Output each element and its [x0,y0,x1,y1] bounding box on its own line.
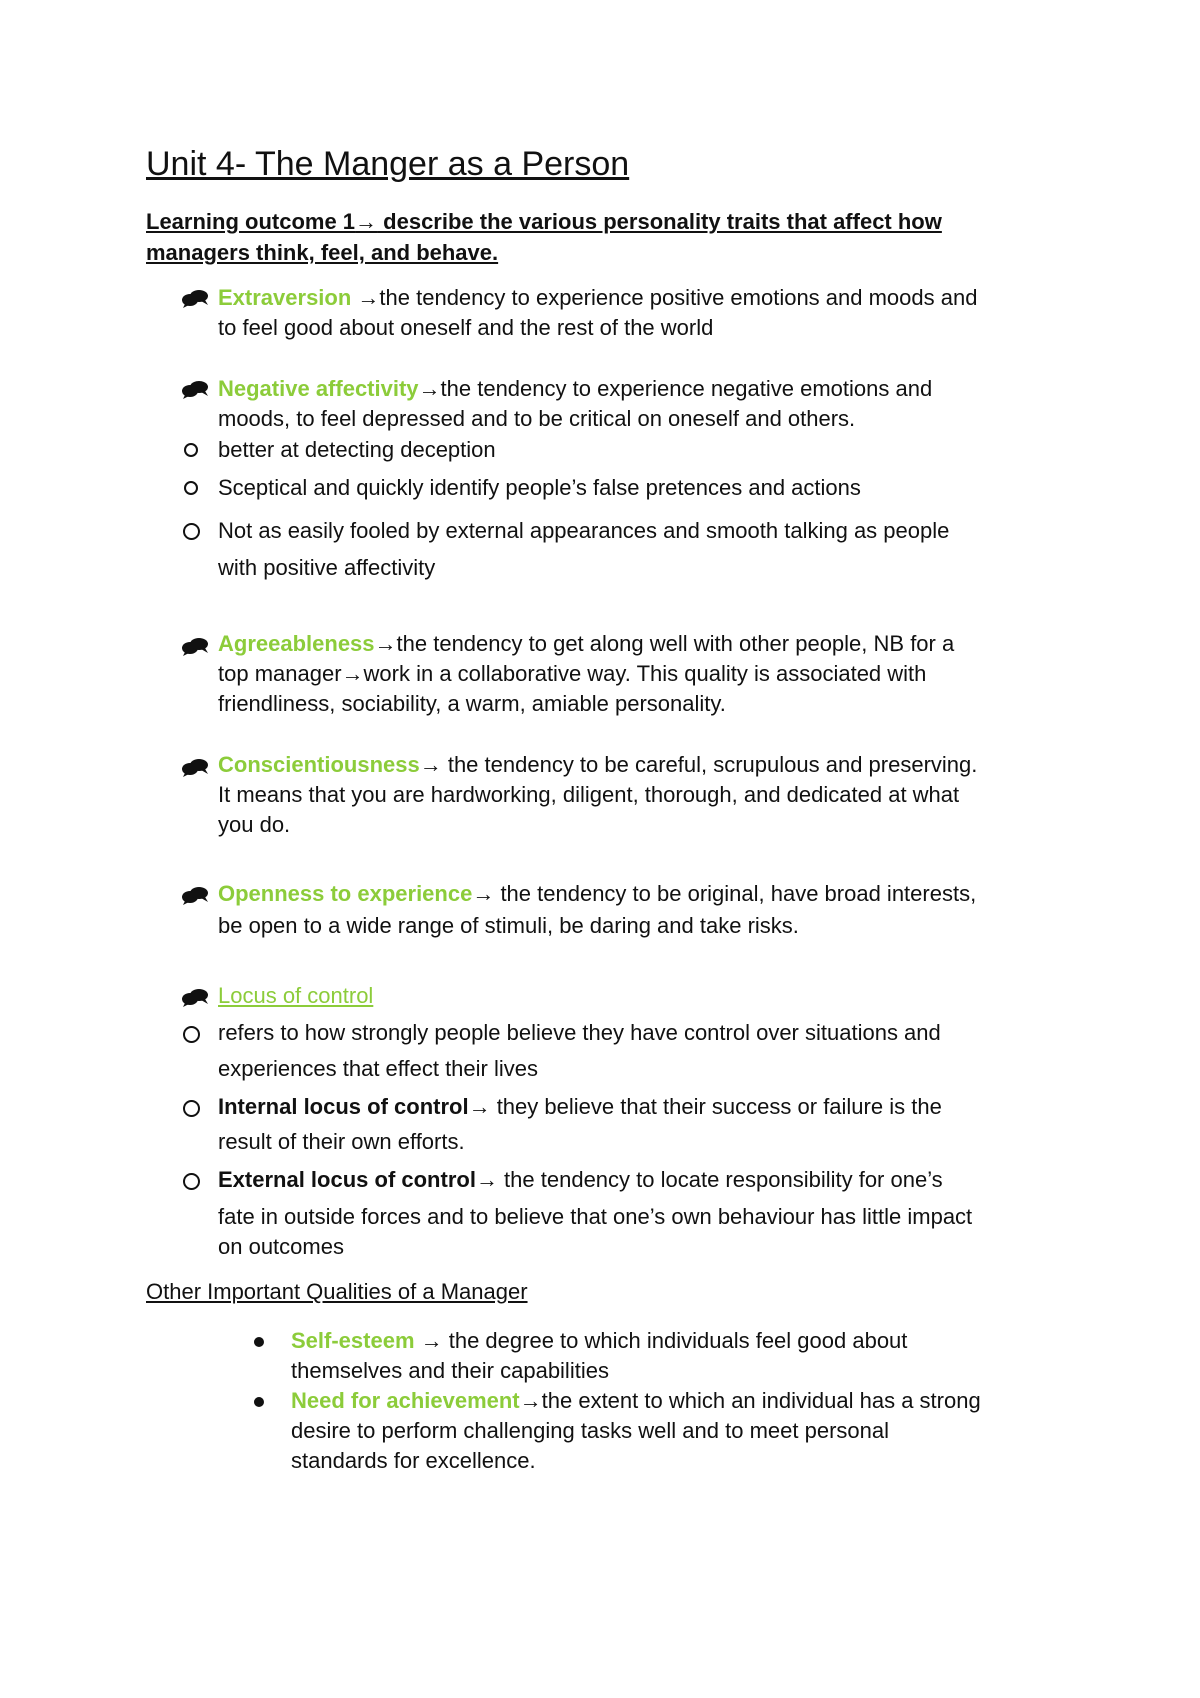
learning-outcome-text-2: managers think, feel, and behave. [146,240,499,265]
negative-def-1: →the tendency to experience negative emotions and [418,376,933,401]
locus-internal [218,1092,942,1122]
speech-bubbles-icon [181,379,209,399]
locus-external [218,1165,943,1195]
trait-openness [218,879,976,909]
quality-need-for-achievement [291,1386,981,1416]
trait-agreeableness [218,629,954,659]
negative-sub-1: better at detecting deception [218,437,496,462]
internal-def-2: result of their own efforts. [218,1129,465,1154]
conscientiousness-def-1: → the tendency to be careful, scrupulous and preserving. [419,752,978,777]
section-heading-other-qualities: Other Important Qualities of a Manager [146,1279,528,1304]
arrow-icon: → [355,209,378,234]
term-extraversion: Extraversion [218,285,352,310]
conscientiousness-def-3: you do. [218,812,291,837]
term-external-locus: External locus of control [218,1167,476,1192]
hollow-circle-icon [184,481,198,495]
extraversion-def-2: to feel good about oneself and the rest of the world [218,315,714,340]
term-need-for-achievement: Need for achievement [291,1388,520,1413]
term-self-esteem: Self-esteem [291,1328,415,1353]
term-locus-of-control: Locus of control [218,983,374,1008]
negative-def-2: moods, to feel depressed and to be critical on oneself and others. [218,406,856,431]
achievement-def-2: desire to perform challenging tasks well and to meet personal [291,1418,889,1443]
extraversion-def-1: →the tendency to experience positive emotions and moods and [351,285,978,310]
filled-dot-icon [254,1337,264,1347]
learning-outcome-label: Learning outcome 1 [146,209,356,234]
openness-def-1: → the tendency to be original, have broad interests, [472,881,977,906]
hollow-circle-icon [183,1173,200,1190]
hollow-circle-icon [184,443,198,457]
external-def-1: → the tendency to locate responsibility for one’s [475,1167,943,1192]
trait-conscientiousness [218,750,977,780]
term-conscientiousness: Conscientiousness [218,752,420,777]
negative-sub-3a: Not as easily fooled by external appearances and smooth talking as people [218,518,950,543]
term-negative-affectivity: Negative affectivity [218,376,419,401]
hollow-circle-icon [183,523,200,540]
achievement-def-3: standards for excellence. [291,1448,536,1473]
negative-sub-3b: with positive affectivity [218,555,436,580]
speech-bubbles-icon [181,757,209,777]
learning-outcome-text-1: describe the various personality traits that affect how [377,209,942,234]
locus-sub-1a: refers to how strongly people believe they have control over situations and [218,1020,941,1045]
self-esteem-def-2: themselves and their capabilities [291,1358,609,1383]
quality-self-esteem [291,1326,907,1356]
speech-bubbles-icon [181,288,209,308]
hollow-circle-icon [183,1100,200,1117]
term-internal-locus: Internal locus of control [218,1094,469,1119]
trait-extraversion [218,283,977,313]
trait-locus-of-control [218,981,373,1011]
conscientiousness-def-2: It means that you are hardworking, diligent, thorough, and dedicated at what [218,782,960,807]
speech-bubbles-icon [181,885,209,905]
term-agreeableness: Agreeableness [218,631,375,656]
filled-dot-icon [254,1397,264,1407]
learning-outcome [146,206,1046,268]
achievement-def-1: →the extent to which an individual has a strong [519,1388,981,1413]
internal-def-1: → they believe that their success or failure is the [468,1094,942,1119]
agreeableness-def-1: →the tendency to get along well with other people, NB for a [374,631,955,656]
locus-sub-1b: experiences that effect their lives [218,1056,538,1081]
page-title: Unit 4- The Manger as a Person [146,145,630,183]
agreeableness-def-3: friendliness, sociability, a warm, amiable personality. [218,691,726,716]
self-esteem-def-1: → the degree to which individuals feel good about [414,1328,908,1353]
agreeableness-def-2: top manager→work in a collaborative way. This quality is associated with [218,661,927,686]
speech-bubbles-icon [181,636,209,656]
openness-def-2: be open to a wide range of stimuli, be daring and take risks. [218,913,799,938]
term-openness: Openness to experience [218,881,473,906]
hollow-circle-icon [183,1026,200,1043]
negative-sub-2: Sceptical and quickly identify people’s false pretences and actions [218,475,861,500]
speech-bubbles-icon [181,987,209,1007]
external-def-3: on outcomes [218,1234,344,1259]
external-def-2: fate in outside forces and to believe that one’s own behaviour has little impact [218,1204,973,1229]
trait-negative-affectivity [218,374,932,404]
